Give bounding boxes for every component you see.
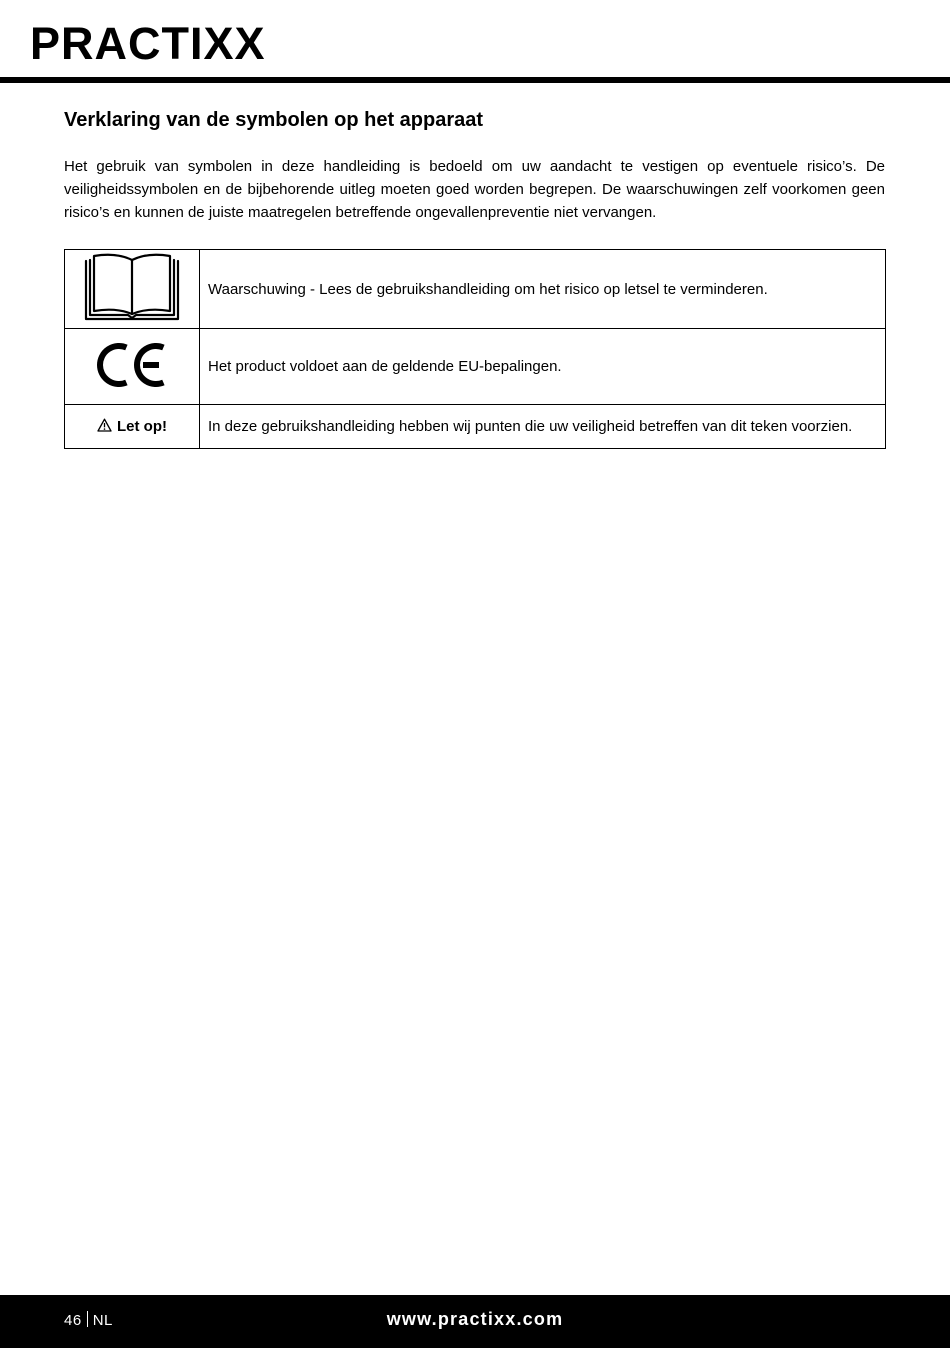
logo-wordmark: [30, 14, 330, 76]
description-cell: In deze gebruikshandleiding hebben wij punten die uw veiligheid betreffen van dit teken voorzien.: [200, 405, 886, 449]
ce-mark-icon: [97, 340, 167, 390]
page-header: [0, 0, 950, 84]
let-op-label: [97, 418, 167, 435]
table-row: [65, 250, 886, 329]
website-link[interactable]: www.practixx.com: [386, 1309, 564, 1329]
table-row: [65, 405, 886, 449]
description-cell: Het product voldoet aan de geldende EU-bepalingen.: [200, 329, 886, 405]
symbol-cell: [65, 250, 200, 329]
warning-triangle-icon: [97, 418, 112, 432]
page-number: 46: [64, 1312, 82, 1329]
description-cell: Waarschuwing - Lees de gebruikshandleiding om het risico op letsel te verminderen.: [200, 250, 886, 329]
open-book-icon: [84, 252, 180, 322]
header-rule: [0, 77, 950, 83]
page-footer: [0, 1295, 950, 1348]
practixx-logo: [30, 14, 330, 81]
symbol-cell: [65, 329, 200, 405]
symbol-cell: [65, 405, 200, 449]
language-code: NL: [92, 1312, 113, 1329]
table-row: [65, 329, 886, 405]
symbols-table: [64, 249, 886, 449]
section-title: Verklaring van de symbolen op het apparaat: [64, 109, 484, 131]
let-op-text: Let op!: [117, 418, 167, 435]
logo-text: PRACTIXX: [30, 18, 266, 69]
intro-paragraph: Het gebruik van symbolen in deze handleiding is bedoeld om uw aandacht te vestigen op eventuele risico’s. De veiligheidssymbolen en de bijbehorende uitleg moeten goed worden begrepen. De waarschuwingen zelf voorkomen geen risico’s en kunnen de juiste maatregelen betreffende ongevallenpreventie niet vervangen.: [64, 158, 885, 221]
